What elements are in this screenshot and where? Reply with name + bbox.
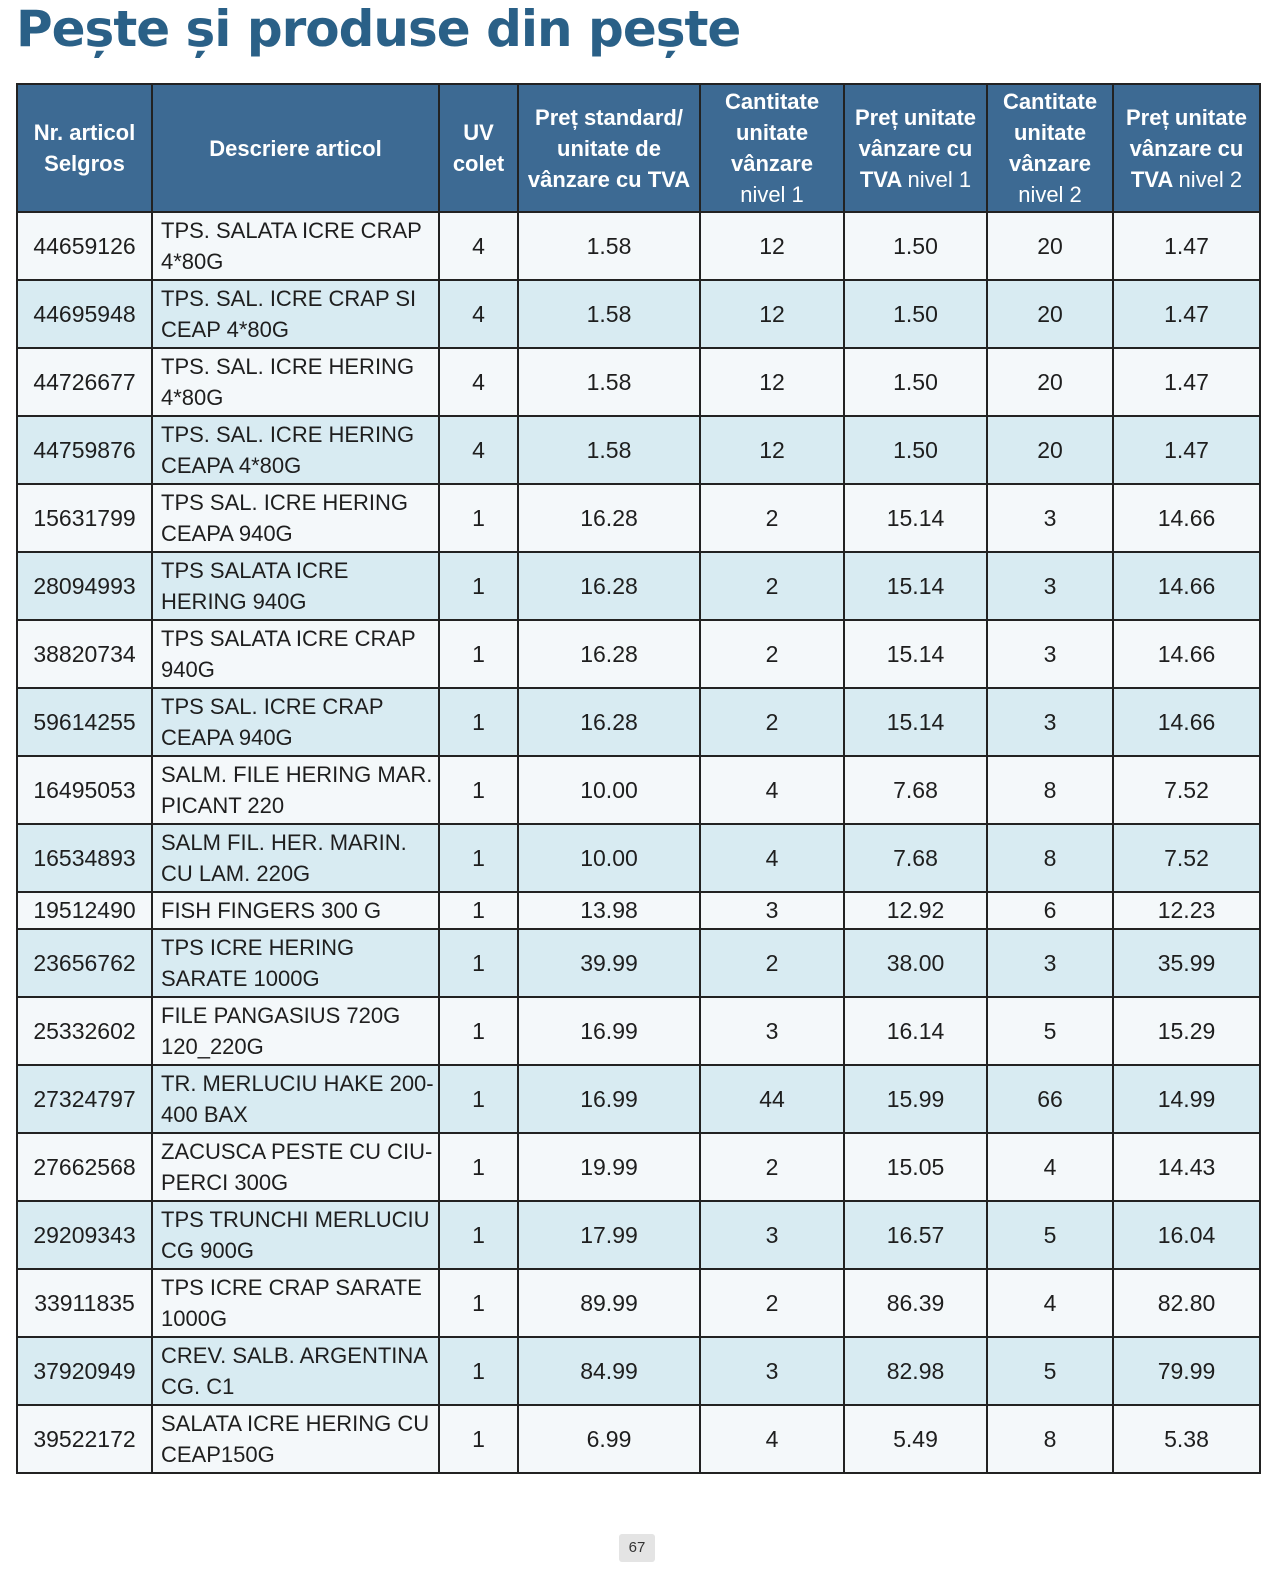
cell-pret-nivel-2: 14.66 xyxy=(1113,688,1260,756)
cell-pret-standard: 1.58 xyxy=(518,416,700,484)
cell-uv-colet: 1 xyxy=(439,997,518,1065)
cell-cantitate-nivel-1: 4 xyxy=(700,756,844,824)
header-cantitate-nivel-1 xyxy=(700,84,844,212)
cell-pret-nivel-2: 5.38 xyxy=(1113,1405,1260,1473)
cell-pret-nivel-2: 14.43 xyxy=(1113,1133,1260,1201)
cell-cantitate-nivel-2: 3 xyxy=(987,688,1113,756)
cell-uv-colet: 1 xyxy=(439,929,518,997)
cell-pret-nivel-2: 14.66 xyxy=(1113,620,1260,688)
header-cantitate-nivel-2 xyxy=(987,84,1113,212)
cell-pret-nivel-2: 12.23 xyxy=(1113,892,1260,929)
table-row xyxy=(17,688,1260,756)
header-level-text: nivel 2 xyxy=(1018,182,1082,207)
cell-pret-nivel-1: 7.68 xyxy=(844,756,987,824)
cell-descriere: TPS SALATA ICRE HERING 940G xyxy=(152,552,439,620)
table-row xyxy=(17,892,1260,929)
cell-pret-nivel-1: 15.14 xyxy=(844,620,987,688)
cell-uv-colet: 1 xyxy=(439,620,518,688)
cell-cantitate-nivel-1: 3 xyxy=(700,892,844,929)
cell-descriere: SALATA ICRE HERING CU CEAP150G xyxy=(152,1405,439,1473)
cell-uv-colet: 1 xyxy=(439,688,518,756)
cell-cantitate-nivel-1: 12 xyxy=(700,416,844,484)
table-row xyxy=(17,1337,1260,1405)
cell-pret-nivel-1: 1.50 xyxy=(844,280,987,348)
cell-pret-nivel-2: 7.52 xyxy=(1113,824,1260,892)
cell-uv-colet: 1 xyxy=(439,1337,518,1405)
cell-uv-colet: 4 xyxy=(439,416,518,484)
cell-cantitate-nivel-1: 2 xyxy=(700,1269,844,1337)
cell-descriere: FISH FINGERS 300 G xyxy=(152,892,439,929)
cell-pret-nivel-1: 1.50 xyxy=(844,348,987,416)
cell-pret-standard: 84.99 xyxy=(518,1337,700,1405)
cell-pret-standard: 6.99 xyxy=(518,1405,700,1473)
cell-nr-articol: 44659126 xyxy=(17,212,152,280)
cell-pret-nivel-1: 38.00 xyxy=(844,929,987,997)
cell-nr-articol: 33911835 xyxy=(17,1269,152,1337)
cell-nr-articol: 15631799 xyxy=(17,484,152,552)
cell-descriere: TPS TRUNCHI MERLUCIU CG 900G xyxy=(152,1201,439,1269)
cell-pret-nivel-2: 14.66 xyxy=(1113,552,1260,620)
cell-nr-articol: 16495053 xyxy=(17,756,152,824)
cell-pret-nivel-1: 82.98 xyxy=(844,1337,987,1405)
cell-cantitate-nivel-2: 4 xyxy=(987,1133,1113,1201)
table-row xyxy=(17,552,1260,620)
cell-nr-articol: 16534893 xyxy=(17,824,152,892)
cell-nr-articol: 25332602 xyxy=(17,997,152,1065)
cell-pret-nivel-1: 15.99 xyxy=(844,1065,987,1133)
cell-pret-standard: 16.28 xyxy=(518,620,700,688)
table-row xyxy=(17,212,1260,280)
table-row xyxy=(17,416,1260,484)
cell-uv-colet: 1 xyxy=(439,1269,518,1337)
table-row xyxy=(17,756,1260,824)
cell-nr-articol: 39522172 xyxy=(17,1405,152,1473)
cell-uv-colet: 1 xyxy=(439,552,518,620)
cell-uv-colet: 1 xyxy=(439,1405,518,1473)
table-header-row xyxy=(17,84,1260,212)
cell-cantitate-nivel-1: 2 xyxy=(700,620,844,688)
cell-pret-nivel-2: 1.47 xyxy=(1113,416,1260,484)
cell-pret-standard: 13.98 xyxy=(518,892,700,929)
cell-uv-colet: 4 xyxy=(439,280,518,348)
cell-pret-standard: 19.99 xyxy=(518,1133,700,1201)
page-title: Pește și produse din pește xyxy=(16,0,741,58)
cell-uv-colet: 1 xyxy=(439,484,518,552)
cell-uv-colet: 1 xyxy=(439,824,518,892)
cell-descriere: ZACUSCA PESTE CU CIU-PERCI 300G xyxy=(152,1133,439,1201)
cell-cantitate-nivel-1: 4 xyxy=(700,824,844,892)
cell-cantitate-nivel-1: 12 xyxy=(700,212,844,280)
cell-cantitate-nivel-2: 20 xyxy=(987,348,1113,416)
cell-cantitate-nivel-2: 20 xyxy=(987,280,1113,348)
cell-pret-standard: 1.58 xyxy=(518,212,700,280)
cell-nr-articol: 28094993 xyxy=(17,552,152,620)
cell-descriere: TPS ICRE CRAP SARATE 1000G xyxy=(152,1269,439,1337)
cell-cantitate-nivel-2: 5 xyxy=(987,997,1113,1065)
cell-cantitate-nivel-1: 3 xyxy=(700,1337,844,1405)
cell-nr-articol: 44759876 xyxy=(17,416,152,484)
cell-cantitate-nivel-1: 2 xyxy=(700,929,844,997)
cell-cantitate-nivel-2: 3 xyxy=(987,484,1113,552)
cell-pret-nivel-2: 79.99 xyxy=(1113,1337,1260,1405)
table-row xyxy=(17,1133,1260,1201)
cell-descriere: TPS. SAL. ICRE HERING CEAPA 4*80G xyxy=(152,416,439,484)
cell-pret-nivel-1: 12.92 xyxy=(844,892,987,929)
cell-pret-standard: 10.00 xyxy=(518,756,700,824)
cell-pret-standard: 16.28 xyxy=(518,688,700,756)
header-main-text: Preț unitate vânzare cu TVA xyxy=(1125,104,1248,192)
cell-cantitate-nivel-2: 5 xyxy=(987,1337,1113,1405)
cell-pret-nivel-1: 15.14 xyxy=(844,552,987,620)
table-row xyxy=(17,1269,1260,1337)
cell-pret-standard: 16.28 xyxy=(518,552,700,620)
cell-pret-nivel-2: 1.47 xyxy=(1113,348,1260,416)
cell-pret-nivel-2: 1.47 xyxy=(1113,212,1260,280)
cell-cantitate-nivel-2: 8 xyxy=(987,756,1113,824)
table-row xyxy=(17,1065,1260,1133)
cell-cantitate-nivel-1: 2 xyxy=(700,552,844,620)
cell-descriere: CREV. SALB. ARGENTINA CG. C1 xyxy=(152,1337,439,1405)
cell-pret-nivel-2: 1.47 xyxy=(1113,280,1260,348)
cell-descriere: TPS ICRE HERING SARATE 1000G xyxy=(152,929,439,997)
cell-descriere: SALM. FILE HERING MAR. PICANT 220 xyxy=(152,756,439,824)
cell-nr-articol: 37920949 xyxy=(17,1337,152,1405)
cell-descriere: TPS. SALATA ICRE CRAP 4*80G xyxy=(152,212,439,280)
cell-uv-colet: 1 xyxy=(439,756,518,824)
cell-pret-nivel-1: 86.39 xyxy=(844,1269,987,1337)
cell-nr-articol: 27324797 xyxy=(17,1065,152,1133)
cell-nr-articol: 44695948 xyxy=(17,280,152,348)
cell-cantitate-nivel-2: 8 xyxy=(987,824,1113,892)
header-descriere: Descriere articol xyxy=(152,84,439,212)
cell-pret-nivel-2: 35.99 xyxy=(1113,929,1260,997)
cell-pret-nivel-2: 82.80 xyxy=(1113,1269,1260,1337)
cell-descriere: SALM FIL. HER. MARIN. CU LAM. 220G xyxy=(152,824,439,892)
cell-pret-standard: 16.99 xyxy=(518,1065,700,1133)
cell-cantitate-nivel-1: 2 xyxy=(700,688,844,756)
header-pret-nivel-1 xyxy=(844,84,987,212)
header-level-text: nivel 2 xyxy=(1178,166,1243,192)
header-nr-articol: Nr. articol Selgros xyxy=(17,84,152,212)
cell-pret-standard: 39.99 xyxy=(518,929,700,997)
cell-cantitate-nivel-2: 20 xyxy=(987,416,1113,484)
cell-descriere: TR. MERLUCIU HAKE 200-400 BAX xyxy=(152,1065,439,1133)
cell-descriere: TPS SAL. ICRE HERING CEAPA 940G xyxy=(152,484,439,552)
table-row xyxy=(17,824,1260,892)
header-pret-nivel-2 xyxy=(1113,84,1260,212)
cell-cantitate-nivel-1: 12 xyxy=(700,348,844,416)
cell-pret-nivel-2: 16.04 xyxy=(1113,1201,1260,1269)
table-row xyxy=(17,280,1260,348)
header-main-text: Preț unitate vânzare cu TVA xyxy=(854,104,977,192)
cell-uv-colet: 4 xyxy=(439,212,518,280)
cell-nr-articol: 27662568 xyxy=(17,1133,152,1201)
cell-nr-articol: 23656762 xyxy=(17,929,152,997)
cell-pret-nivel-1: 15.05 xyxy=(844,1133,987,1201)
cell-pret-nivel-1: 7.68 xyxy=(844,824,987,892)
cell-descriere: TPS. SAL. ICRE CRAP SI CEAP 4*80G xyxy=(152,280,439,348)
cell-pret-nivel-1: 5.49 xyxy=(844,1405,987,1473)
cell-pret-nivel-1: 15.14 xyxy=(844,688,987,756)
table-row xyxy=(17,348,1260,416)
cell-uv-colet: 1 xyxy=(439,892,518,929)
cell-pret-nivel-1: 15.14 xyxy=(844,484,987,552)
cell-pret-nivel-1: 16.14 xyxy=(844,997,987,1065)
cell-uv-colet: 1 xyxy=(439,1133,518,1201)
cell-pret-nivel-1: 1.50 xyxy=(844,416,987,484)
cell-nr-articol: 44726677 xyxy=(17,348,152,416)
cell-cantitate-nivel-1: 44 xyxy=(700,1065,844,1133)
page-number: 67 xyxy=(619,1534,655,1562)
header-level-text: nivel 1 xyxy=(907,166,972,192)
header-uv-colet: UV colet xyxy=(439,84,518,212)
cell-cantitate-nivel-2: 8 xyxy=(987,1405,1113,1473)
cell-nr-articol: 38820734 xyxy=(17,620,152,688)
cell-uv-colet: 1 xyxy=(439,1201,518,1269)
cell-nr-articol: 59614255 xyxy=(17,688,152,756)
cell-uv-colet: 1 xyxy=(439,1065,518,1133)
cell-cantitate-nivel-2: 5 xyxy=(987,1201,1113,1269)
cell-pret-standard: 10.00 xyxy=(518,824,700,892)
cell-nr-articol: 29209343 xyxy=(17,1201,152,1269)
cell-descriere: FILE PANGASIUS 720G 120_220G xyxy=(152,997,439,1065)
header-level-text: nivel 1 xyxy=(740,182,804,207)
cell-cantitate-nivel-1: 2 xyxy=(700,1133,844,1201)
cell-pret-nivel-2: 14.66 xyxy=(1113,484,1260,552)
cell-cantitate-nivel-1: 3 xyxy=(700,997,844,1065)
cell-pret-nivel-1: 16.57 xyxy=(844,1201,987,1269)
header-main-text: Cantitate unitate vânzare xyxy=(1002,89,1098,176)
cell-cantitate-nivel-1: 3 xyxy=(700,1201,844,1269)
cell-cantitate-nivel-2: 3 xyxy=(987,620,1113,688)
cell-cantitate-nivel-2: 3 xyxy=(987,929,1113,997)
cell-pret-nivel-2: 14.99 xyxy=(1113,1065,1260,1133)
cell-pret-standard: 16.99 xyxy=(518,997,700,1065)
cell-cantitate-nivel-2: 6 xyxy=(987,892,1113,929)
cell-pret-standard: 16.28 xyxy=(518,484,700,552)
table-row xyxy=(17,929,1260,997)
cell-cantitate-nivel-2: 3 xyxy=(987,552,1113,620)
table-row xyxy=(17,1201,1260,1269)
cell-descriere: TPS. SAL. ICRE HERING 4*80G xyxy=(152,348,439,416)
cell-pret-standard: 1.58 xyxy=(518,348,700,416)
cell-descriere: TPS SAL. ICRE CRAP CEAPA 940G xyxy=(152,688,439,756)
cell-cantitate-nivel-1: 2 xyxy=(700,484,844,552)
cell-cantitate-nivel-2: 20 xyxy=(987,212,1113,280)
table-row xyxy=(17,484,1260,552)
cell-cantitate-nivel-2: 66 xyxy=(987,1065,1113,1133)
cell-nr-articol: 19512490 xyxy=(17,892,152,929)
cell-descriere: TPS SALATA ICRE CRAP 940G xyxy=(152,620,439,688)
cell-pret-nivel-2: 15.29 xyxy=(1113,997,1260,1065)
cell-pret-standard: 17.99 xyxy=(518,1201,700,1269)
cell-pret-nivel-1: 1.50 xyxy=(844,212,987,280)
cell-pret-standard: 1.58 xyxy=(518,280,700,348)
header-pret-standard: Preț standard/ unitate de vânzare cu TVA xyxy=(518,84,700,212)
cell-cantitate-nivel-1: 12 xyxy=(700,280,844,348)
cell-cantitate-nivel-2: 4 xyxy=(987,1269,1113,1337)
cell-uv-colet: 4 xyxy=(439,348,518,416)
cell-cantitate-nivel-1: 4 xyxy=(700,1405,844,1473)
header-main-text: Cantitate unitate vânzare xyxy=(724,89,820,176)
cell-pret-standard: 89.99 xyxy=(518,1269,700,1337)
table-row xyxy=(17,1405,1260,1473)
table-row xyxy=(17,997,1260,1065)
price-table xyxy=(16,83,1261,1474)
table-row xyxy=(17,620,1260,688)
cell-pret-nivel-2: 7.52 xyxy=(1113,756,1260,824)
